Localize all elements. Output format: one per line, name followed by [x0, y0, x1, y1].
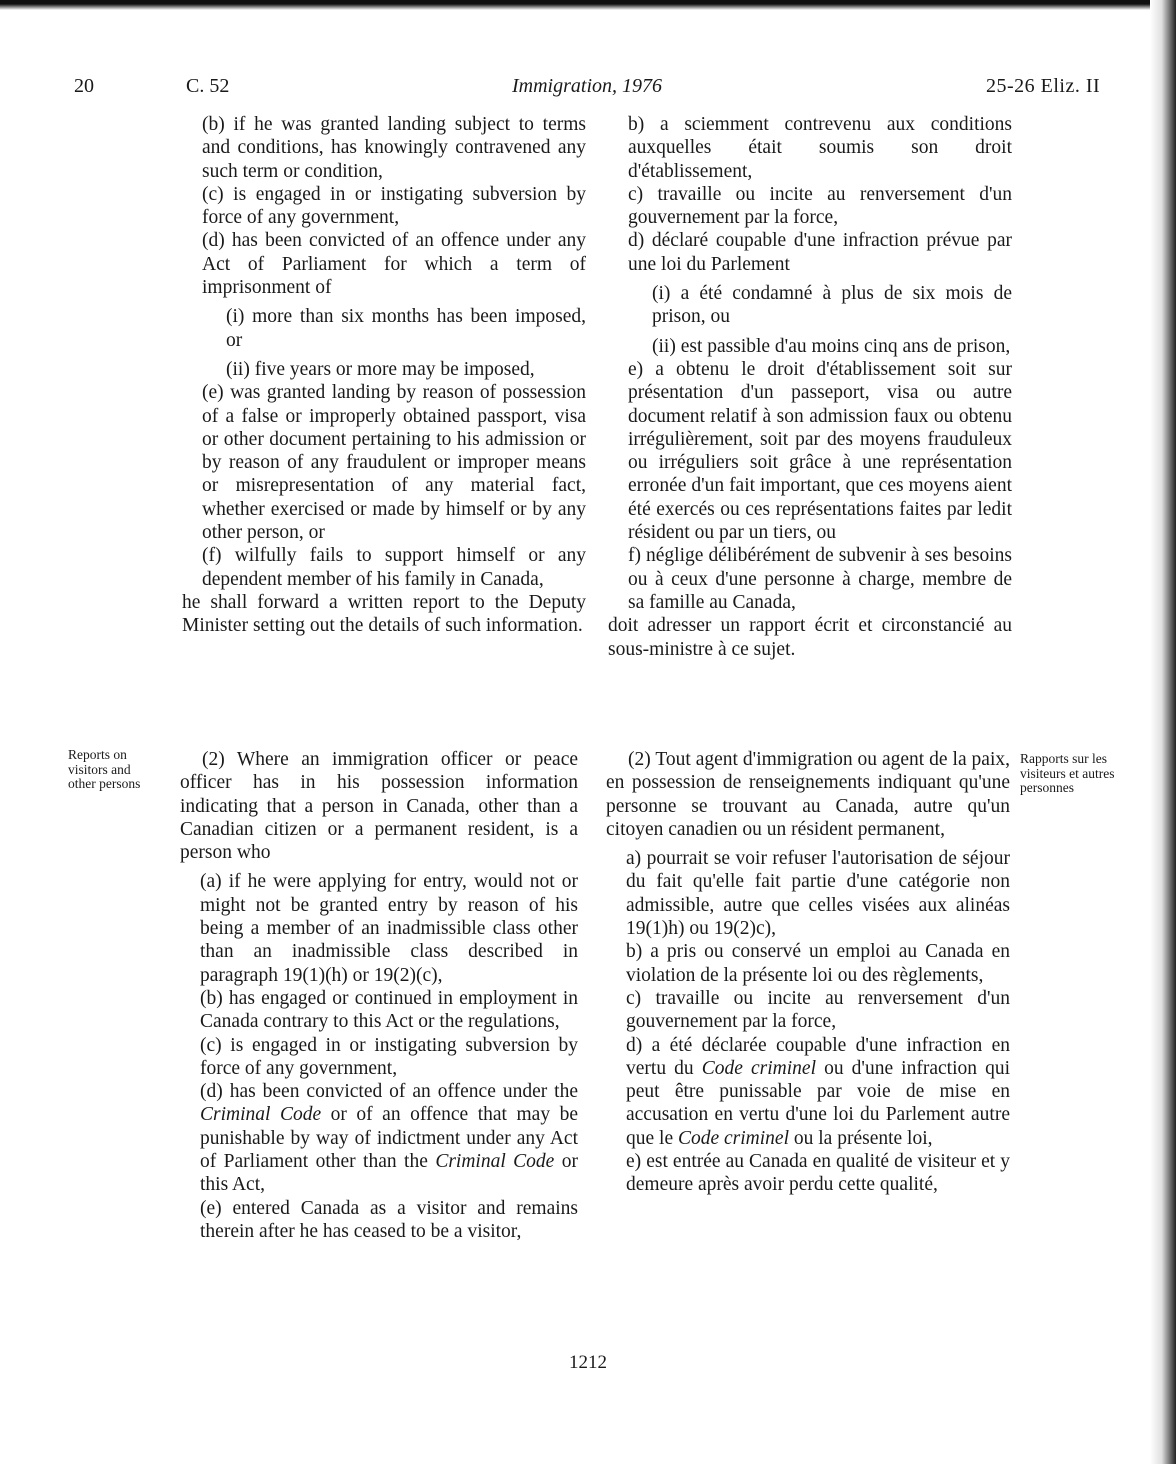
en-s2-d-text-2: or of an offence that may be punishable by way of indictment under any Act of Parliament other than the	[200, 1104, 578, 1173]
fr-subpara-d-ii: (ii) est passible d'au moins cinq ans de prison,	[652, 335, 1011, 357]
margin-note-french: Rapports sur les visiteurs et autres personnes	[1020, 751, 1115, 795]
top-french-column	[608, 113, 1012, 661]
en-para-e: (e) was granted landing by reason of possession of a false or improperly obtained passport, visa or other document pertaining to his admission or by reason of any fraudulent or improper means or misrepresentation of any material fact, whether exercised or made by himself or by any other person, or	[202, 382, 586, 544]
en-s2-d-text-1: (d) has been convicted of an offence under the	[200, 1081, 578, 1103]
en-subsection-2: (2) Where an immigration officer or peace officer has in his possession information indicating that a person in Canada, other than a Canadian citizen or a permanent resident, is a person who	[180, 749, 578, 864]
en-s2-para-c: (c) is engaged in or instigating subversion by force of any government,	[200, 1034, 578, 1079]
running-title: Immigration, 1976	[512, 75, 662, 97]
bottom-english-column	[180, 748, 578, 1243]
fr-para-d: d) déclaré coupable d'une infraction prévue par une loi du Parlement	[628, 230, 1012, 275]
en-subpara-d-i: (i) more than six months has been imposed, or	[226, 306, 586, 351]
en-s2-d-criminal-code-1: Criminal Code	[200, 1104, 322, 1126]
fr-para-f: f) néglige délibérément de subvenir à ses besoins ou à ceux d'une personne à charge, membre de sa famille au Canada,	[628, 545, 1012, 613]
fr-s2-d-text-3: ou la présente loi,	[789, 1127, 933, 1149]
regnal-year: 25-26 Eliz. II	[986, 75, 1101, 97]
en-s2-para-a: (a) if he were applying for entry, would not or might not be granted entry by reason of his being a member of an inadmissible class other than an inadmissible class described in paragraph 19(1)(h) or 19(2)(c),	[200, 871, 578, 986]
fr-s2-para-c: c) travaille ou incite au renversement d'un gouvernement par la force,	[626, 987, 1010, 1033]
en-para-d: (d) has been convicted of an offence under any Act of Parliament for which a term of imprisonment of	[202, 230, 586, 299]
fr-s2-para-b: b) a pris ou conservé un emploi au Canada en violation de la présente loi ou des règlements,	[626, 941, 1010, 986]
fr-subsection-2: (2) Tout agent d'immigration ou agent de la paix, en possession de renseignements indiquant qu'une personne se trouvant au Canada, autre qu'un citoyen canadien ou un résident permanent,	[606, 749, 1010, 840]
en-subpara-d-ii: (ii) five years or more may be imposed,	[226, 358, 535, 380]
en-s2-para-e: (e) entered Canada as a visitor and remains therein after he has ceased to be a visitor,	[200, 1197, 578, 1242]
fr-closing-clause: doit adresser un rapport écrit et circonstancié au sous-ministre à ce sujet.	[608, 615, 1012, 660]
fr-para-c: c) travaille ou incite au renversement d'un gouvernement par la force,	[628, 183, 1012, 229]
fr-para-b: b) a sciemment contrevenu aux conditions auxquelles était soumis son droit d'établissement,	[628, 114, 1012, 182]
fr-s2-d-code-criminel-1: Code criminel	[701, 1057, 816, 1079]
en-para-b: (b) if he was granted landing subject to terms and conditions, has knowingly contravened any such term or condition,	[202, 114, 586, 182]
en-s2-para-d	[180, 1080, 578, 1196]
page-number: 20	[74, 75, 94, 97]
scan-right-edge	[1150, 0, 1176, 1464]
folio-number: 1212	[569, 1352, 607, 1373]
en-para-f: (f) wilfully fails to support himself or any dependent member of his family in Canada,	[202, 545, 586, 590]
fr-s2-para-d	[606, 1034, 1010, 1150]
fr-para-e: e) a obtenu le droit d'établissement soit sur présentation d'un passeport, visa ou autre document relatif à son admission faux ou obtenu irrégulièrement, soit par des moyens frauduleux ou irréguliers soit grâce à une représentation erronée d'un fait important, que ces moyens aient été exercés ou ces représentations faites par ledit résident ou par un tiers, ou	[628, 358, 1012, 544]
en-s2-d-text-3: or this Act,	[200, 1151, 579, 1196]
en-para-c: (c) is engaged in or instigating subversion by force of any government,	[202, 183, 586, 229]
top-english-column	[182, 113, 586, 638]
scan-top-edge	[0, 0, 1176, 10]
en-closing-clause: he shall forward a written report to the Deputy Minister setting out the details of such information.	[182, 591, 586, 637]
fr-s2-d-code-criminel-2: Code criminel	[677, 1127, 790, 1149]
en-s2-d-criminal-code-2: Criminal Code	[435, 1151, 555, 1173]
fr-s2-para-a: a) pourrait se voir refuser l'autorisation de séjour du fait qu'elle fait partie d'une catégorie non admissible, autre que celles visées aux alinéas 19(1)h) ou 19(2)c),	[626, 848, 1010, 940]
fr-s2-d-text-2: ou d'une infraction qui peut être punissable par voie de mise en accusation en vertu d'une loi du Parlement autre que le	[626, 1057, 1010, 1149]
chapter-number: C. 52	[186, 75, 230, 97]
fr-s2-para-e: e) est entrée au Canada en qualité de visiteur et y demeure après avoir perdu cette qualité,	[626, 1151, 1010, 1196]
bottom-french-column	[606, 748, 1010, 1197]
margin-note-english: Reports on visitors and other persons	[68, 747, 141, 791]
en-s2-para-b: (b) has engaged or continued in employment in Canada contrary to this Act or the regulations,	[200, 987, 578, 1033]
fr-s2-d-text-1: d) a été déclarée coupable d'une infraction en vertu du	[626, 1034, 1010, 1079]
fr-subpara-d-i: (i) a été condamné à plus de six mois de prison, ou	[652, 283, 1012, 328]
